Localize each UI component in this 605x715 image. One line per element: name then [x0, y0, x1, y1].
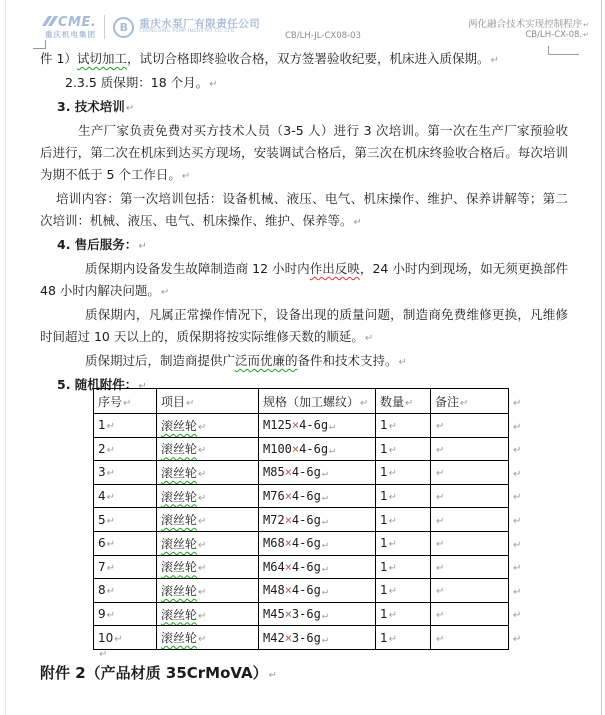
- pilcrow-mark: ↵: [106, 539, 116, 551]
- pilcrow-mark: ↵: [583, 21, 589, 29]
- accessories-table-wrap: [93, 388, 509, 650]
- text-run: ，试切合格即终验收合格，双方签署验收纪要，机床进入质保期。: [126, 51, 490, 66]
- multiply-sign: ×: [291, 418, 300, 433]
- cell-item-name[interactable]: [157, 484, 259, 508]
- pilcrow-mark: ↵: [106, 492, 116, 504]
- spellcheck-flagged-text: 滚丝轮: [161, 442, 198, 457]
- table-header-cell-1[interactable]: [157, 389, 259, 414]
- spellcheck-flagged-text: 试切加工: [76, 51, 127, 66]
- para-warranty-period[interactable]: [40, 72, 568, 96]
- text-run: ，24 小时内到现场，如无须更换部件 48 小时内解决问题。: [40, 261, 568, 298]
- pilcrow-mark: ↵: [513, 492, 522, 504]
- spellcheck-flagged-text: 滚丝轮: [161, 607, 198, 622]
- document-body: [40, 48, 568, 398]
- pilcrow-mark: ↵: [513, 610, 522, 622]
- pilcrow-mark: ↵: [583, 31, 589, 39]
- pilcrow-mark: ↵: [436, 610, 445, 622]
- multiply-sign: ×: [284, 583, 292, 598]
- cell-item-name[interactable]: [157, 602, 259, 626]
- cell-spec[interactable]: M72×4-6g↵: [259, 508, 376, 532]
- pilcrow-mark: ↵: [436, 468, 445, 480]
- pilcrow-mark: ↵: [321, 539, 328, 551]
- cell-quantity[interactable]: 1↵: [376, 437, 431, 461]
- para-training-content[interactable]: [40, 188, 568, 234]
- text-run: 质保期过后，制造商提供广: [85, 353, 236, 368]
- spellcheck-flagged-text: 滚丝轮: [161, 631, 198, 646]
- pilcrow-mark: ↵: [513, 634, 522, 645]
- pilcrow-mark: ↵: [329, 444, 336, 456]
- spellcheck-flagged-text: 泛而优廉的: [235, 353, 298, 368]
- cell-quantity[interactable]: 1↵: [376, 414, 431, 438]
- pilcrow-mark: ↵: [513, 563, 522, 575]
- pilcrow-mark: ↵: [198, 468, 207, 480]
- table-header-cell-4[interactable]: [431, 389, 509, 414]
- cell-quantity[interactable]: 1↵: [376, 602, 431, 626]
- pilcrow-mark: ↵: [388, 633, 398, 645]
- pilcrow-mark: ↵: [321, 468, 328, 480]
- pilcrow-mark: ↵: [198, 492, 207, 504]
- pilcrow-mark: ↵: [138, 381, 147, 392]
- pilcrow-mark: ↵: [329, 421, 336, 433]
- table-row: [94, 579, 509, 603]
- pilcrow-mark: ↵: [436, 421, 445, 433]
- cell-item-name[interactable]: [157, 461, 259, 485]
- cell-serial-no[interactable]: 2↵: [94, 437, 157, 461]
- cell-serial-no[interactable]: 10↵: [94, 626, 157, 650]
- cell-spec[interactable]: M42×3-6g↵: [259, 626, 376, 650]
- cell-quantity[interactable]: 1↵: [376, 579, 431, 603]
- pilcrow-mark: ↵: [513, 586, 522, 598]
- header-cell-text: 项目: [161, 394, 186, 409]
- cell-note[interactable]: [431, 626, 509, 650]
- cell-quantity[interactable]: 1↵: [376, 555, 431, 579]
- text-run: 质保期内设备发生故障制造商 12 小时内: [85, 261, 310, 276]
- pilcrow-mark: ↵: [436, 586, 445, 598]
- table-row: [94, 508, 509, 532]
- pilcrow-mark: ↵: [436, 444, 445, 456]
- spellcheck-flagged-text: 滚丝轮: [161, 513, 198, 528]
- company-logo: [45, 12, 260, 42]
- cell-quantity[interactable]: 1↵: [376, 626, 431, 650]
- pilcrow-mark: ↵: [198, 516, 207, 528]
- pilcrow-mark: ↵: [198, 610, 207, 622]
- pilcrow-mark: ↵: [388, 539, 398, 551]
- cell-serial-no[interactable]: 4↵: [94, 484, 157, 508]
- text-run: 5. 随机附件：: [57, 377, 138, 392]
- cell-note[interactable]: [431, 414, 509, 438]
- pilcrow-mark: ↵: [460, 397, 469, 409]
- cell-spec[interactable]: M48×4-6g↵: [259, 579, 376, 603]
- pilcrow-mark: ↵: [123, 397, 132, 409]
- cell-serial-no[interactable]: 1↵: [94, 414, 157, 438]
- table-row: [94, 414, 509, 438]
- header-cell-text: 序号: [98, 394, 123, 409]
- pilcrow-mark: ↵: [181, 171, 191, 182]
- table-header-cell-3[interactable]: [376, 389, 431, 414]
- spellcheck-flagged-text: 滚丝轮: [161, 489, 198, 504]
- cell-note[interactable]: [431, 602, 509, 626]
- pilcrow-mark: ↵: [106, 468, 116, 480]
- pilcrow-mark: ↵: [125, 103, 135, 114]
- pilcrow-mark: ↵: [436, 515, 445, 527]
- text-run: 备件和技术支持。: [297, 353, 398, 368]
- pilcrow-mark: ↵: [198, 445, 207, 457]
- pilcrow-mark: ↵: [513, 421, 522, 433]
- multiply-sign: ×: [284, 559, 292, 574]
- pilcrow-mark: ↵: [490, 55, 499, 66]
- spellcheck-flagged-text: 滚丝轮: [161, 418, 198, 433]
- pilcrow-mark: ↵: [198, 539, 207, 551]
- logo-divider: [104, 15, 105, 39]
- cell-serial-no[interactable]: 6↵: [94, 531, 157, 555]
- cell-spec[interactable]: M45×3-6g↵: [259, 602, 376, 626]
- table-header-cell-0[interactable]: [94, 389, 157, 414]
- pilcrow-mark: ↵: [106, 562, 116, 574]
- pilcrow-mark: ↵: [321, 610, 328, 622]
- cell-spec[interactable]: M64×4-6g↵: [259, 555, 376, 579]
- pump-company-cn: 重庆水泵厂有限责任公司: [139, 17, 261, 30]
- table-row: [94, 461, 509, 485]
- para-response-time[interactable]: [40, 258, 568, 304]
- pilcrow-mark: ↵: [268, 670, 277, 681]
- cell-note[interactable]: [431, 531, 509, 555]
- cell-spec[interactable]: M85×4-6g↵: [259, 461, 376, 485]
- pilcrow-mark: ↵: [209, 79, 218, 90]
- cell-note[interactable]: [431, 579, 509, 603]
- table-row: [94, 484, 509, 508]
- cell-item-name[interactable]: [157, 626, 259, 650]
- spellcheck-flagged-text: 滚丝轮: [161, 465, 198, 480]
- cell-note[interactable]: [431, 484, 509, 508]
- para-free-repair[interactable]: [40, 304, 568, 350]
- pilcrow-mark: ↵: [436, 539, 445, 551]
- cell-item-name[interactable]: [157, 508, 259, 532]
- pilcrow-mark: ↵: [398, 357, 407, 368]
- row-end-marks: [512, 388, 532, 650]
- cell-quantity[interactable]: 1↵: [376, 461, 431, 485]
- header-procedure-title: 两化融合技术实现控制程序↵: [468, 19, 589, 30]
- pilcrow-mark: ↵: [106, 444, 116, 456]
- pilcrow-mark: ↵: [405, 397, 414, 409]
- pilcrow-mark: ↵: [388, 421, 398, 433]
- pilcrow-mark: ↵: [321, 562, 328, 574]
- header-cell-text: 数量: [380, 394, 405, 409]
- para-trial-cut[interactable]: [40, 48, 568, 72]
- pilcrow-mark: ↵: [198, 586, 207, 598]
- pilcrow-mark: ↵: [106, 610, 116, 622]
- pilcrow-mark: ↵: [388, 610, 398, 622]
- pilcrow-mark: ↵: [321, 633, 328, 645]
- multiply-sign: ×: [284, 536, 292, 551]
- pump-logo: [113, 17, 260, 38]
- pilcrow-mark: ↵: [364, 333, 374, 344]
- cme-logo: [45, 16, 96, 39]
- empty-paragraph-mark: ↵: [99, 649, 108, 660]
- pilcrow-mark: ↵: [106, 515, 116, 527]
- page-border-right: [601, 0, 602, 715]
- cell-serial-no[interactable]: 9↵: [94, 602, 157, 626]
- pilcrow-mark: ↵: [138, 241, 147, 252]
- multiply-sign: ×: [284, 607, 292, 622]
- para-training-times[interactable]: [40, 120, 568, 188]
- pilcrow-mark: ↵: [198, 634, 207, 646]
- text-run: 生产厂家负责免费对买方技术人员（3-5 人）进行 3 次培训。第一次在生产厂家预验收后进行，第二次在机床到达买方现场，安装调试合格后，第三次在机床终验收合格后。每次培训为期不低于 5 个工作日。: [40, 123, 568, 182]
- pilcrow-mark: ↵: [436, 492, 445, 504]
- table-row: [94, 602, 509, 626]
- cme-logo-text: CME.: [58, 14, 97, 30]
- table-row: [94, 437, 509, 461]
- text-run: 件 1）: [40, 51, 77, 66]
- spellcheck-flagged-text: 作出反映: [309, 261, 360, 276]
- pilcrow-mark: ↵: [513, 516, 522, 527]
- page-border-left: [5, 0, 6, 715]
- table-row: [94, 626, 509, 650]
- pilcrow-mark: ↵: [388, 586, 398, 598]
- cell-note[interactable]: [431, 555, 509, 579]
- pilcrow-mark: ↵: [198, 563, 207, 575]
- pilcrow-mark: ↵: [198, 421, 207, 433]
- cell-quantity[interactable]: 1↵: [376, 531, 431, 555]
- cme-group-name: 重庆机电集团: [45, 29, 96, 39]
- pilcrow-mark: ↵: [321, 515, 328, 527]
- pilcrow-mark: ↵: [106, 586, 116, 598]
- doc-number-right: CB/LH-CX-08.↵: [525, 30, 589, 40]
- heading-training[interactable]: [40, 96, 568, 120]
- pilcrow-mark: ↵: [106, 421, 116, 433]
- header-cell-text: 规格（加工螺纹）: [263, 394, 360, 409]
- pilcrow-mark: ↵: [353, 217, 362, 228]
- pilcrow-mark: ↵: [321, 586, 328, 598]
- pilcrow-mark: ↵: [388, 468, 398, 480]
- multiply-sign: ×: [284, 512, 292, 527]
- pilcrow-mark: ↵: [360, 397, 369, 409]
- cell-note[interactable]: [431, 437, 509, 461]
- header-cell-text: 备注: [435, 394, 460, 409]
- pilcrow-mark: ↵: [513, 398, 522, 409]
- table-header-row: [94, 389, 509, 414]
- multiply-sign: ×: [284, 465, 292, 480]
- multiply-sign: ×: [291, 441, 300, 456]
- text-run: 3. 技术培训: [57, 99, 125, 114]
- spellcheck-flagged-text: 滚丝轮: [161, 560, 198, 575]
- pilcrow-mark: ↵: [388, 492, 398, 504]
- table-header-cell-2[interactable]: [259, 389, 376, 414]
- cell-item-name[interactable]: [157, 555, 259, 579]
- pilcrow-mark: ↵: [513, 468, 522, 480]
- cell-spec[interactable]: M68×4-6g↵: [259, 531, 376, 555]
- cell-item-name[interactable]: [157, 437, 259, 461]
- attachment-heading[interactable]: 附件 2（产品材质 35CrMoVA）↵: [40, 664, 277, 682]
- text-run: 培训内容：第一次培训包括：设备机械、液压、电气、机床操作、维护、保养讲解等；第二次培训：机械、液压、电气、机床操作、维护、保养等。: [40, 191, 568, 228]
- spellcheck-flagged-text: 滚丝轮: [161, 536, 198, 551]
- pilcrow-mark: ↵: [436, 633, 445, 645]
- cme-mountain-icon: [45, 16, 55, 26]
- pilcrow-mark: ↵: [321, 492, 328, 504]
- pilcrow-mark: ↵: [114, 633, 123, 645]
- pilcrow-mark: ↵: [160, 287, 170, 298]
- cell-serial-no[interactable]: 5↵: [94, 508, 157, 532]
- pilcrow-mark: ↵: [388, 444, 398, 456]
- cell-quantity[interactable]: 1↵: [376, 508, 431, 532]
- pilcrow-mark: ↵: [388, 562, 398, 574]
- pump-company-en: CHONGQING PUMP INDUSTRY CO.,LTD.: [139, 29, 236, 35]
- pilcrow-mark: ↵: [186, 397, 195, 409]
- cell-note[interactable]: [431, 461, 509, 485]
- para-after-warranty[interactable]: [40, 350, 568, 374]
- cell-spec[interactable]: M76×4-6g↵: [259, 484, 376, 508]
- doc-number-left: CB/LH-JL-CX08-03: [285, 31, 361, 41]
- cell-item-name[interactable]: [157, 414, 259, 438]
- pilcrow-mark: ↵: [513, 445, 522, 457]
- text-run: 4. 售后服务：: [57, 237, 138, 252]
- multiply-sign: ×: [284, 630, 292, 645]
- pilcrow-mark: ↵: [513, 539, 522, 551]
- multiply-sign: ×: [284, 489, 292, 504]
- heading-after-sales[interactable]: [40, 234, 568, 258]
- pilcrow-mark: ↵: [436, 562, 445, 574]
- pilcrow-mark: ↵: [388, 515, 398, 527]
- pump-circle-icon: B: [113, 17, 134, 38]
- cell-serial-no[interactable]: 3↵: [94, 461, 157, 485]
- spellcheck-flagged-text: 滚丝轮: [161, 583, 198, 598]
- table-row: [94, 531, 509, 555]
- cell-note[interactable]: [431, 508, 509, 532]
- accessories-table: [93, 388, 509, 650]
- cell-quantity[interactable]: 1↵: [376, 484, 431, 508]
- text-run: 质保期内，凡属正常操作情况下，设备出现的质量问题，制造商免费维修更换，凡维修时间超过 10 天以上的，质保期将按实际维修天数的顺延。: [40, 307, 568, 344]
- text-run: 2.3.5 质保期：18 个月。: [65, 75, 209, 90]
- cell-serial-no[interactable]: 7↵: [94, 555, 157, 579]
- cell-spec[interactable]: M100×4-6g↵: [259, 437, 376, 461]
- cell-serial-no[interactable]: 8↵: [94, 579, 157, 603]
- cell-item-name[interactable]: [157, 579, 259, 603]
- cell-item-name[interactable]: [157, 531, 259, 555]
- cell-spec[interactable]: M125×4-6g↵: [259, 414, 376, 438]
- table-row: [94, 555, 509, 579]
